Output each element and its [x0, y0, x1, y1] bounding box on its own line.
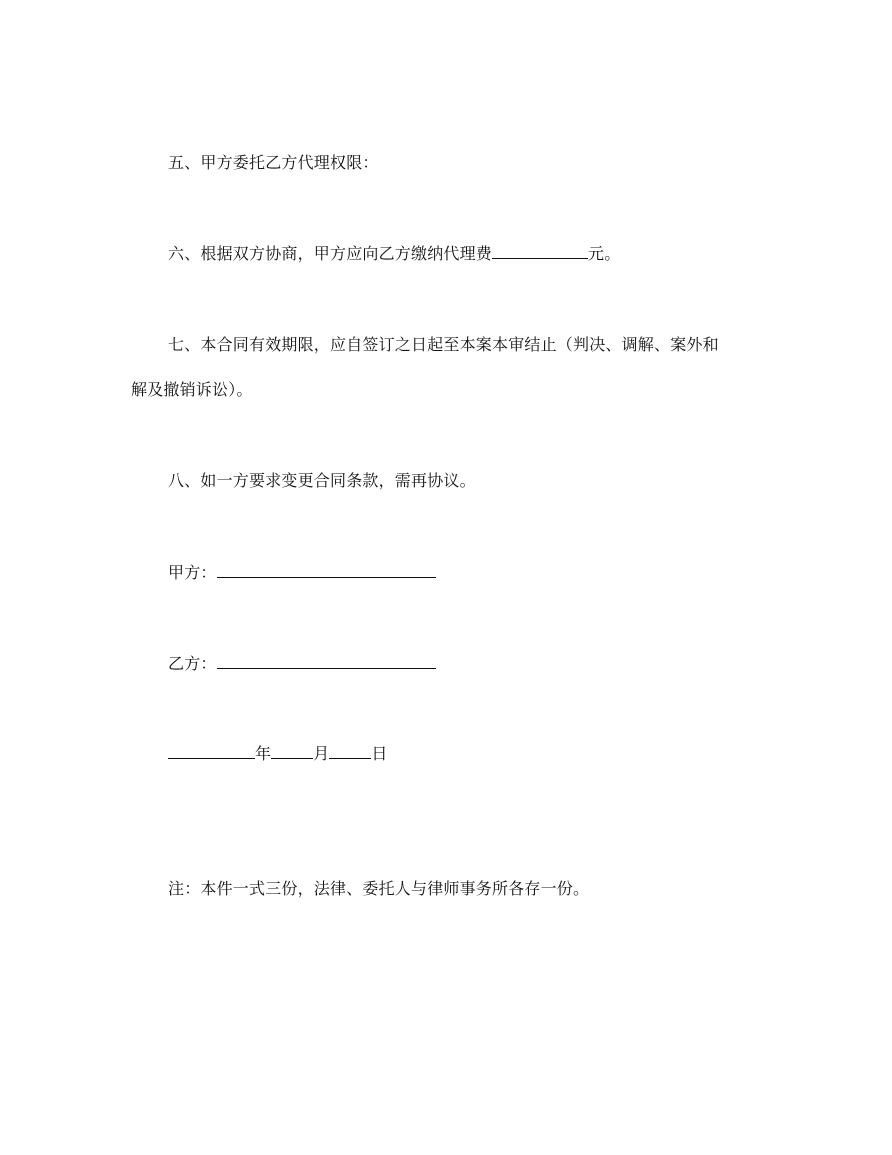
clause-7-line-2	[131, 380, 253, 400]
clause-5-text: 五、甲方委托乙方代理权限：	[168, 153, 379, 172]
clause-7-text-2: 解及撤销诉讼）。	[131, 380, 253, 399]
note-text: 注：本件一式三份，法律、委托人与律师事务所各存一份。	[168, 879, 590, 898]
clause-6-unit: 元。	[588, 244, 621, 263]
month-label: 月	[313, 744, 330, 763]
party-b-blank	[217, 653, 436, 669]
party-a-label: 甲方：	[168, 563, 217, 582]
note	[168, 879, 589, 899]
clause-6-text: 六、根据双方协商，甲方应向乙方缴纳代理费	[168, 244, 493, 263]
clause-8-text: 八、如一方要求变更合同条款，需再协议。	[168, 471, 476, 490]
clause-7-text-1: 七、本合同有效期限，应自签订之日起至本案本审结止（判决、调解、案外和	[168, 335, 719, 354]
day-blank	[329, 743, 371, 759]
party-b-label: 乙方：	[168, 654, 217, 673]
clause-7-line-1	[168, 335, 719, 355]
clause-5	[168, 153, 379, 173]
agency-fee-blank	[492, 243, 588, 259]
year-blank	[168, 743, 255, 759]
month-blank	[271, 743, 313, 759]
party-a-signature	[168, 562, 436, 583]
party-b-signature	[168, 653, 436, 674]
date-line	[168, 743, 388, 764]
year-label: 年	[255, 744, 272, 763]
party-a-blank	[217, 562, 436, 578]
clause-8	[168, 471, 476, 491]
clause-6	[168, 243, 620, 264]
day-label: 日	[371, 744, 388, 763]
